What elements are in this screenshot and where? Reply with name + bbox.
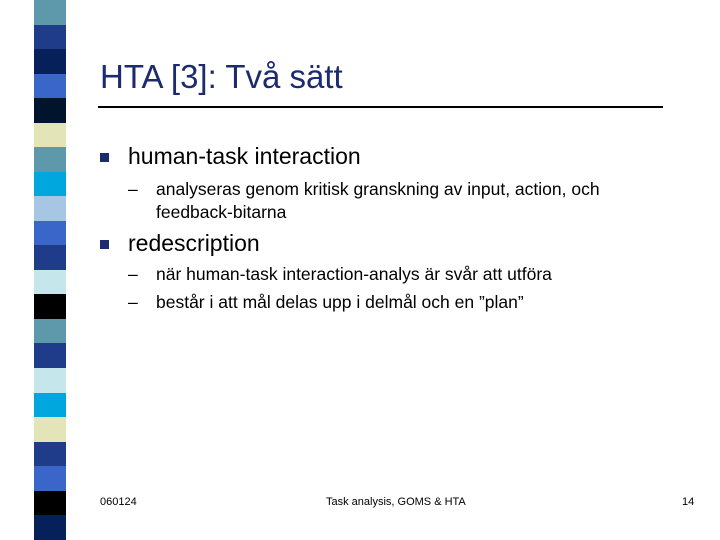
bullet-square-1 [100,153,109,162]
stripe-block [34,25,66,50]
stripe-block [34,0,66,25]
bullet-square-2 [100,240,109,249]
stripe-block [34,442,66,467]
stripe-block [34,515,66,540]
stripe-block [34,393,66,418]
stripe-block [34,147,66,172]
stripe-block [34,49,66,74]
sub-bullet-1-line-1: analyseras genom kritisk granskning av input, action, och [156,179,600,199]
bullet-2-text: redescription [128,230,260,256]
sub-bullet-dash-1: – [128,179,138,199]
stripe-block [34,368,66,393]
stripe-block [34,319,66,344]
sub-bullet-3-text: består i att mål delas upp i delmål och en ”plan” [156,292,524,312]
footer-date: 060124 [100,496,137,508]
sub-bullet-1-line-2: feedback-bitarna [156,202,287,222]
stripe-block [34,245,66,270]
stripe-block [34,98,66,123]
stripe-block [34,123,66,148]
stripe-block [34,417,66,442]
footer-center-text: Task analysis, GOMS & HTA [326,496,466,508]
sub-bullet-dash-3: – [128,292,138,312]
footer-page-number: 14 [682,496,695,508]
title-underline [98,106,663,108]
stripe-block [34,491,66,516]
slide-title: HTA [3]: Två sätt [100,58,343,95]
stripe-block [34,466,66,491]
stripe-block [34,221,66,246]
stripe-block [34,74,66,99]
stripe-block [34,270,66,295]
stripe-block [34,343,66,368]
stripe-block [34,172,66,197]
sub-bullet-2-text: när human-task interaction-analys är svår att utföra [156,264,552,284]
decorative-color-stripe [34,0,66,540]
stripe-block [34,196,66,221]
sub-bullet-dash-2: – [128,264,138,284]
stripe-block [34,294,66,319]
bullet-1-text: human-task interaction [128,143,361,169]
